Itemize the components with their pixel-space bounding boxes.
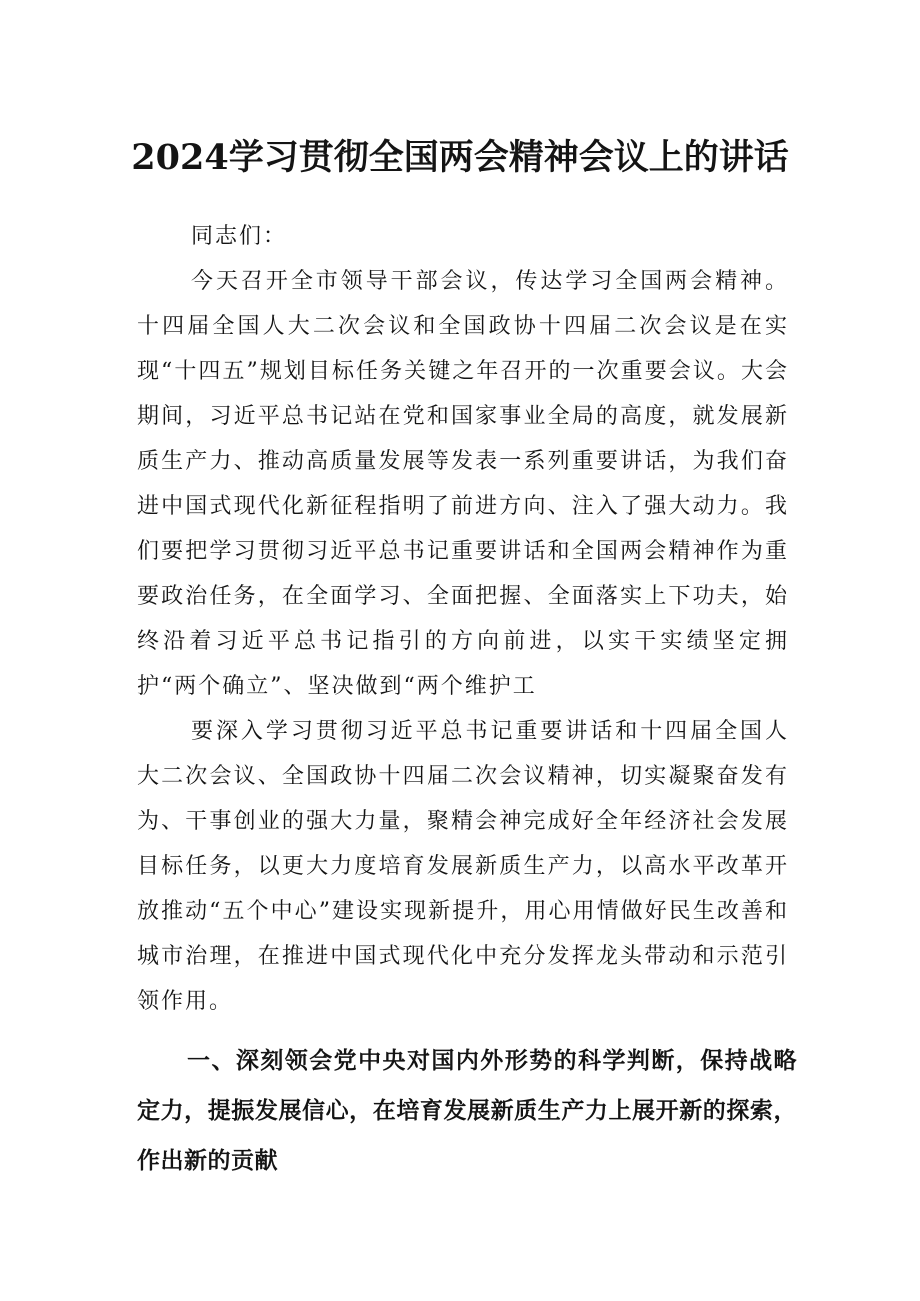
section-heading: 一、深刻领会党中央对国内外形势的科学判断，保持战略定力，提振发展信心，在培育发展新质生产力上展开新的探索，作出新的贡献 [137, 1048, 797, 1174]
paragraph-1: 今天召开全市领导干部会议，传达学习全国两会精神。十四届全国人大二次会议和全国政协十四届二次会议是在实现“十四五”规划目标任务关键之年召开的一次重要会议。大会期间，习近平总书记站在党和国家事业全局的高度，就发展新质生产力、推动高质量发展等发表一系列重要讲话，为我们奋进中国式现代化新征程指明了前进方向、注入了强大动力。我们要把学习贯彻习近平总书记重要讲话和全国两会精神作为重要政治任务，在全面学习、全面把握、全面落实上下功夫，始终沿着习近平总书记指引的方向前进，以实干实绩坚定拥护“两个确立”、坚决做到“两个维护工 [137, 269, 789, 699]
document-title: 2024学习贯彻全国两会精神会议上的讲话 [131, 137, 789, 178]
salutation: 同志们： [191, 224, 288, 249]
paragraph-2: 要深入学习贯彻习近平总书记重要讲话和十四届全国人大二次会议、全国政协十四届二次会议精神，切实凝聚奋发有为、干事创业的强大力量，聚精会神完成好全年经济社会发展目标任务，以更大力度培育发展新质生产力，以高水平改革开放推动“五个中心”建设实现新提升，用心用情做好民生改善和城市治理，在推进中国式现代化中充分发挥龙头带动和示范引领作用。 [137, 719, 789, 1014]
document-body [137, 214, 789, 1024]
